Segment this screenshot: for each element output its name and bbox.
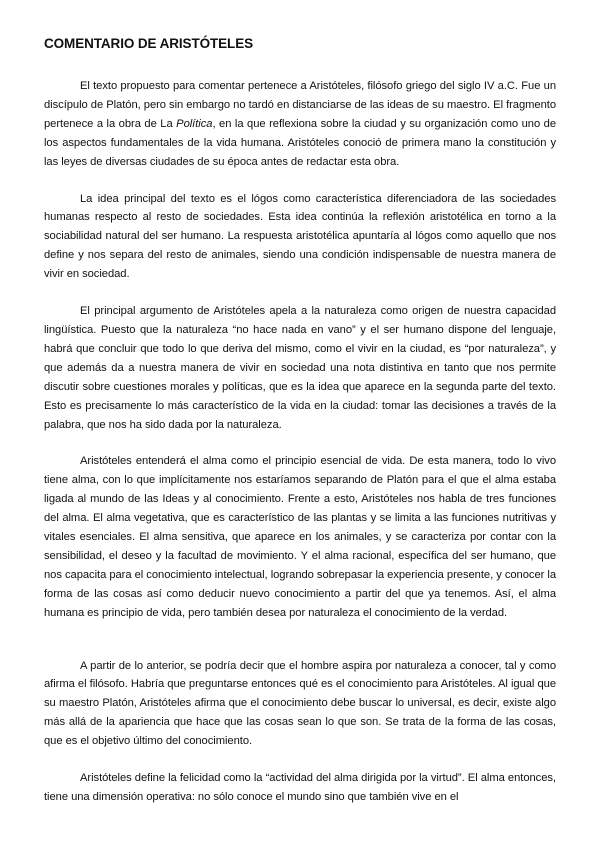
paragraph-introduction: [44, 77, 556, 172]
work-title-politica: Política: [176, 117, 213, 130]
document-title: COMENTARIO DE ARISTÓTELES: [44, 36, 254, 51]
paragraph-introduction-text-end: , en la que reflexiona sobre la ciudad y su organización como uno de los aspectos fundamentales de la vida humana. Aristóteles conoció de primera mano la constitución y las leyes de diversas ciudades de su época antes de redactar esta obra.: [44, 117, 556, 168]
paragraph-soul: Aristóteles entenderá el alma como el principio esencial de vida. De esta manera, todo lo vivo tiene alma, con lo que implícitamente nos estaríamos separando de Platón para el que el alma estaba ligada al mundo de las Ideas y al conocimiento. Frente a esto, Aristóteles nos habla de tres funciones del alma. El alma vegetativa, que es característico de las plantas y se limita a las funciones nutritivas y vitales esenciales. El alma sensitiva, que aparece en los animales, y se caracteriza por contar con la sensibilidad, el deseo y la facultad de movimiento. Y el alma racional, específica del ser humano, que nos capacita para el conocimiento intelectual, logrando sobrepasar la experiencia presente, y conocer la forma de las cosas así como deducir nuevo conocimiento a partir del que ya tenemos. Así, el alma humana es principio de vida, pero también desea por naturaleza el conocimiento de la verdad.: [44, 455, 556, 619]
paragraph-knowledge: A partir de lo anterior, se podría decir que el hombre aspira por naturaleza a conocer, tal y como afirma el filósofo. Habría que preguntarse entonces qué es el conocimiento para Aristóteles. Al igual que su maestro Platón, Aristóteles afirma que el conocimiento debe buscar lo universal, es decir, existe algo más allá de la apariencia que hace que las cosas sean lo que son. Se trata de la forma de las cosas, que es el objetivo último del conocimiento.: [44, 659, 556, 748]
paragraph-argument: El principal argumento de Aristóteles apela a la naturaleza como origen de nuestra capacidad lingüística. Puesto que la naturaleza “no hace nada en vano” y el ser humano dispone del lenguaje, habrá que concluir que todo lo que deriva del mismo, como el vivir en la ciudad, es “por naturaleza”, y que además da a nuestra manera de vivir en sociedad una nota distintiva en tanto que nos permite discutir sobre cuestiones morales y políticas, que es la idea que aparece en la segunda parte del texto. Esto es precisamente lo más característico de la vida en la ciudad: tomar las decisiones a través de la palabra, que nos ha sido dada por la naturaleza.: [44, 305, 556, 431]
paragraph-main-idea: La idea principal del texto es el lógos como característica diferenciadora de las sociedades humanas respecto al resto de sociedades. Esta idea continúa la reflexión aristotélica en torno a la sociabilidad natural del ser humano. La respuesta aristotélica apuntaría al lógos como aquello que nos define y nos separa del resto de animales, siendo una condición indispensable de nuestra manera de vivir en sociedad.: [44, 192, 556, 281]
paragraph-introduction-text-start: El texto propuesto para comentar pertenece a Aristóteles, filósofo griego del siglo IV a.C. Fue un discípulo de Platón, pero sin embargo no tardó en distanciarse de las ideas de su maestro. El fragmento pertenece a la obra de La: [44, 80, 556, 130]
paragraph-happiness: Aristóteles define la felicidad como la “actividad del alma dirigida por la virtud”. El alma entonces, tiene una dimensión operativa: no sólo conoce el mundo sino que también vive en el: [44, 772, 556, 803]
